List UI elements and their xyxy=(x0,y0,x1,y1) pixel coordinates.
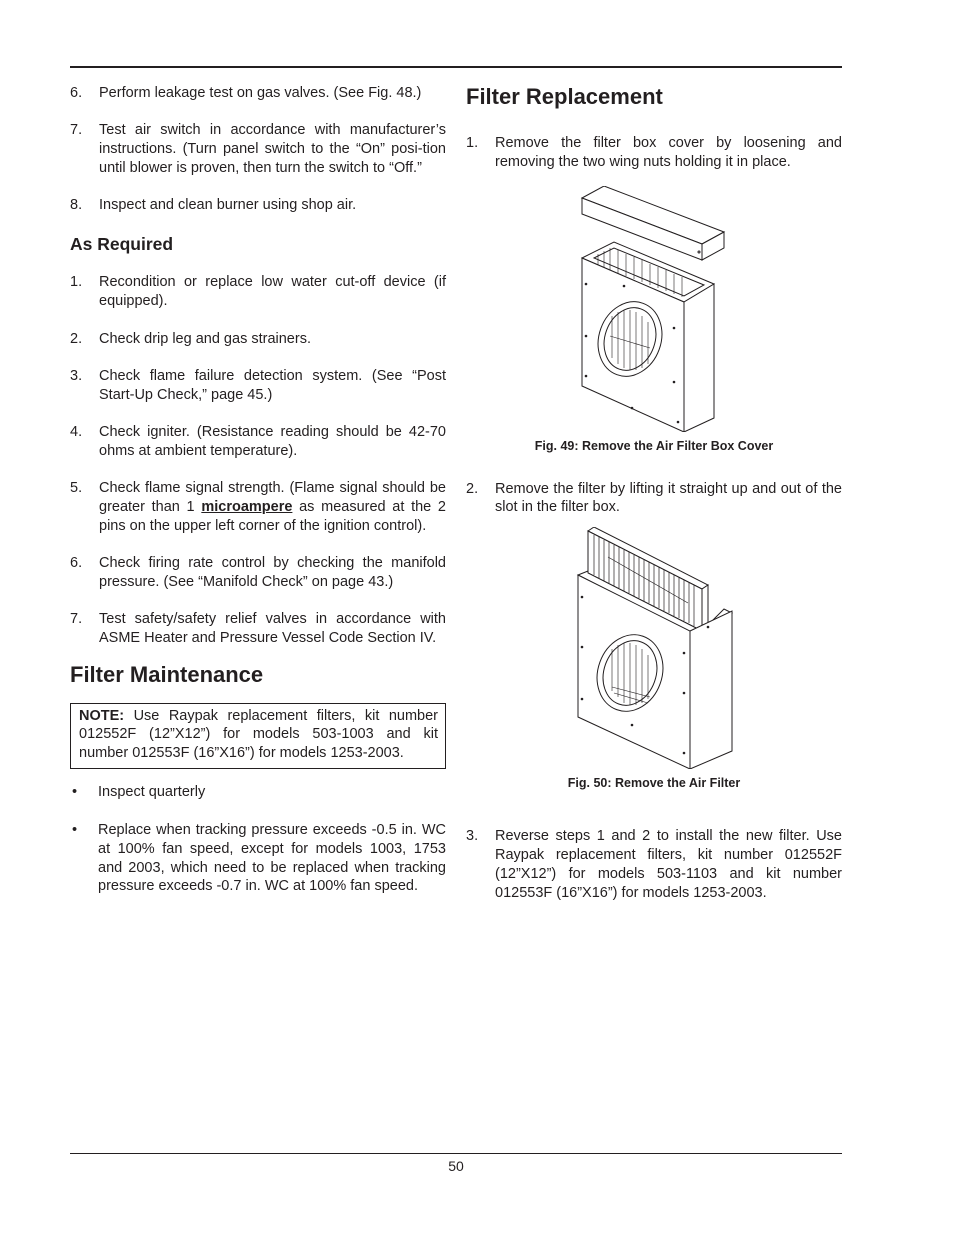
list-item: 7. Test safety/safety relief valves in accordance with ASME Heater and Pressure Vessel Code Section IV. xyxy=(70,611,446,646)
bullet-item: • Inspect quarterly xyxy=(72,784,206,801)
filter-replacement-heading: Filter Replacement xyxy=(466,84,663,109)
filter-maintenance-heading: Filter Maintenance xyxy=(70,661,264,687)
right-column xyxy=(466,84,842,921)
bullet-item: • Replace when tracking pressure exceeds -0.5 in. WC at 100% fan speed, except for models 1003, 1753 and 2003, which need to be replaced when tracking pressure exceeds -0.7 in. WC at 100% fan speed. xyxy=(72,821,446,895)
list-item: 7. Test air switch in accordance with manufacturer’s instructions. (Turn panel switch to the “On” posi-tion until blower is proven, then turn the switch to “Off.” xyxy=(70,122,446,176)
footer-rule xyxy=(70,1153,842,1154)
note-box xyxy=(70,703,446,770)
list-item: 1. Remove the filter box cover by loosening and removing the two wing nuts holding it in place. xyxy=(466,135,842,170)
figure-49 xyxy=(466,186,842,454)
page-number: 50 xyxy=(448,1158,464,1174)
list-item: 2. Check drip leg and gas strainers. xyxy=(70,330,311,347)
figure-49-caption: Fig. 49: Remove the Air Filter Box Cover xyxy=(534,438,774,453)
list-item: 6. Perform leakage test on gas valves. (See Fig. 48.) xyxy=(70,85,422,101)
header-rule xyxy=(70,66,842,68)
list-item: 6. Check firing rate control by checking the manifold pressure. (See “Manifold Check” on page 43.) xyxy=(70,554,446,590)
list-item: 5. Check flame signal strength. (Flame signal should be greater than 1 microampere as measured at the 2 pins on the upper left corner of the ignition control). xyxy=(70,480,446,534)
air-filter-illustration xyxy=(568,527,740,769)
list-item: 3. Check flame failure detection system. (See “Post Start-Up Check,” page 45.) xyxy=(70,367,446,403)
as-required-heading: As Required xyxy=(70,234,174,255)
figure-50-caption: Fig. 50: Remove the Air Filter xyxy=(567,776,741,791)
note-label: NOTE: xyxy=(79,707,125,724)
list-item: 3. Reverse steps 1 and 2 to install the new filter. Use Raypak replacement filters, kit number 012552F (12”X12”) for models 503-1103 and kit number 012553F (16”X16”) for models 1253-2003. xyxy=(466,828,842,901)
list-item: 1. Recondition or replace low water cut-off device (if equipped). xyxy=(70,274,446,310)
left-column xyxy=(70,84,446,915)
list-item: 4. Check igniter. (Resistance reading should be 42-70 ohms at ambient temperature). xyxy=(70,423,446,459)
microampere-link[interactable]: microampere xyxy=(201,498,293,515)
list-item: 8. Inspect and clean burner using shop air. xyxy=(70,197,357,214)
filter-box-cover-illustration xyxy=(574,186,734,432)
note-text: Use Raypak replacement filters, kit number 012552F (12”X12”) for models 503-1003 and kit number 012553F (16”X16”) for models 1253-2003. xyxy=(79,707,438,761)
figure-50 xyxy=(466,527,842,791)
list-item: 2. Remove the filter by lifting it straight up and out of the slot in the filter box. xyxy=(466,480,842,516)
